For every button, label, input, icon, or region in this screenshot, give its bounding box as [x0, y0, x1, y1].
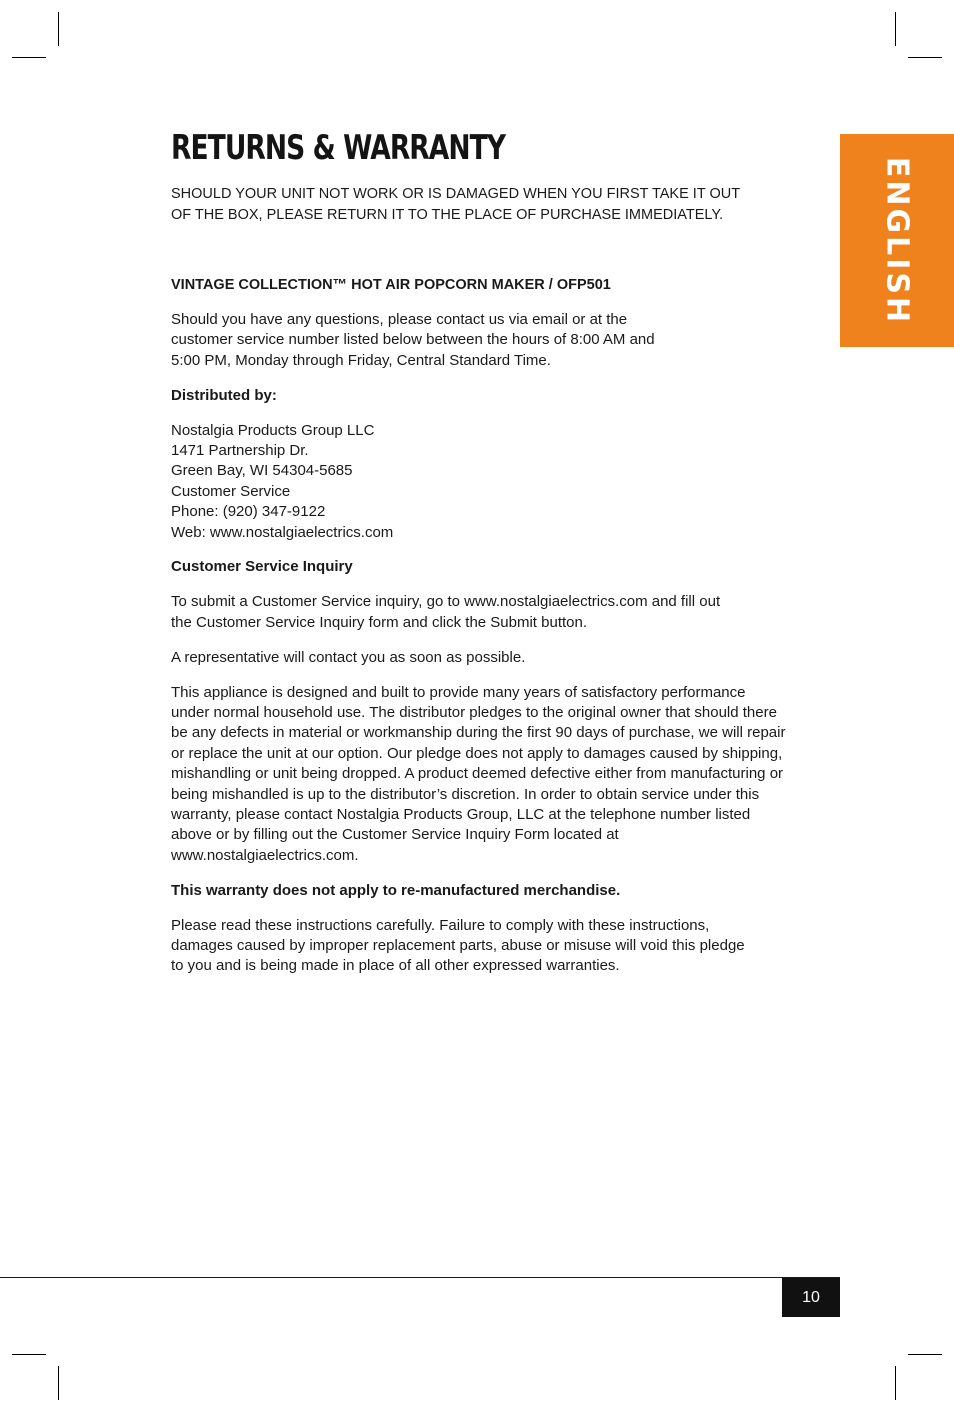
warranty-paragraph: This appliance is designed and built to provide many years of satisfactory performance under normal household use. The distributor pledges to the original owner that should there be any defects in material or workmanship during the first 90 days of purchase, we will repair or replace the unit at our option. Our pledge does not apply to damages caused by shipping, mishandling or unit being dropped. A product deemed defective either from manufacturing or being mishandled is up to the distributor’s discretion. In order to obtain service under this warranty, please contact Nostalgia Products Group, LLC at the telephone number listed above or by filling out the Customer Service Inquiry Form located at www.nostalgiaelectrics.com. — [171, 683, 786, 864]
crop-mark — [58, 1366, 59, 1400]
street-address: 1471 Partnership Dr. — [171, 441, 309, 459]
contact-paragraph: Should you have any questions, please contact us via email or at the customer service number listed below between the hours of 8:00 AM and 5:00 PM, Monday through Friday, Central Standard Time. — [171, 310, 655, 369]
crop-mark — [12, 1354, 46, 1355]
language-label: ENGLISH — [879, 156, 915, 325]
closing-paragraph: Please read these instructions carefully. Failure to comply with these instructions, damages caused by improper replacement parts, abuse or misuse will void this pledge to you and is being made in place of all other expressed warranties. — [171, 916, 745, 975]
crop-mark — [58, 12, 59, 46]
phone-number: Phone: (920) 347-9122 — [171, 503, 326, 521]
intro-notice — [171, 184, 771, 225]
inquiry-paragraph: To submit a Customer Service inquiry, go to www.nostalgiaelectrics.com and fill out the Customer Service Inquiry form and click the Submit button. — [171, 593, 721, 631]
crop-mark — [908, 1354, 942, 1355]
footer-rule — [0, 1277, 840, 1278]
address-block — [171, 421, 786, 543]
model-heading: VINTAGE COLLECTION™ HOT AIR POPCORN MAKER / OFP501 — [171, 277, 611, 293]
company-name: Nostalgia Products Group LLC — [171, 421, 375, 439]
city-address: Green Bay, WI 54304-5685 — [171, 462, 353, 480]
representative-paragraph: A representative will contact you as soon as possible. — [171, 648, 526, 666]
remanufactured-notice: This warranty does not apply to re-manufactured merchandise. — [171, 881, 621, 899]
website: Web: www.nostalgiaelectrics.com — [171, 523, 394, 541]
crop-mark — [12, 57, 46, 58]
crop-mark — [908, 57, 942, 58]
main-content — [171, 275, 786, 991]
intro-line: SHOULD YOUR UNIT NOT WORK OR IS DAMAGED WHEN YOU FIRST TAKE IT OUT — [171, 186, 741, 202]
crop-mark — [895, 1366, 896, 1400]
intro-line: OF THE BOX, PLEASE RETURN IT TO THE PLACE OF PURCHASE IMMEDIATELY. — [171, 206, 724, 223]
crop-mark — [895, 12, 896, 46]
inquiry-heading: Customer Service Inquiry — [171, 558, 353, 576]
department: Customer Service — [171, 482, 291, 500]
page-title: RETURNS & WARRANTY — [171, 128, 506, 168]
page-number: 10 — [782, 1278, 840, 1317]
language-tab — [840, 134, 954, 347]
distributed-heading: Distributed by: — [171, 386, 277, 404]
